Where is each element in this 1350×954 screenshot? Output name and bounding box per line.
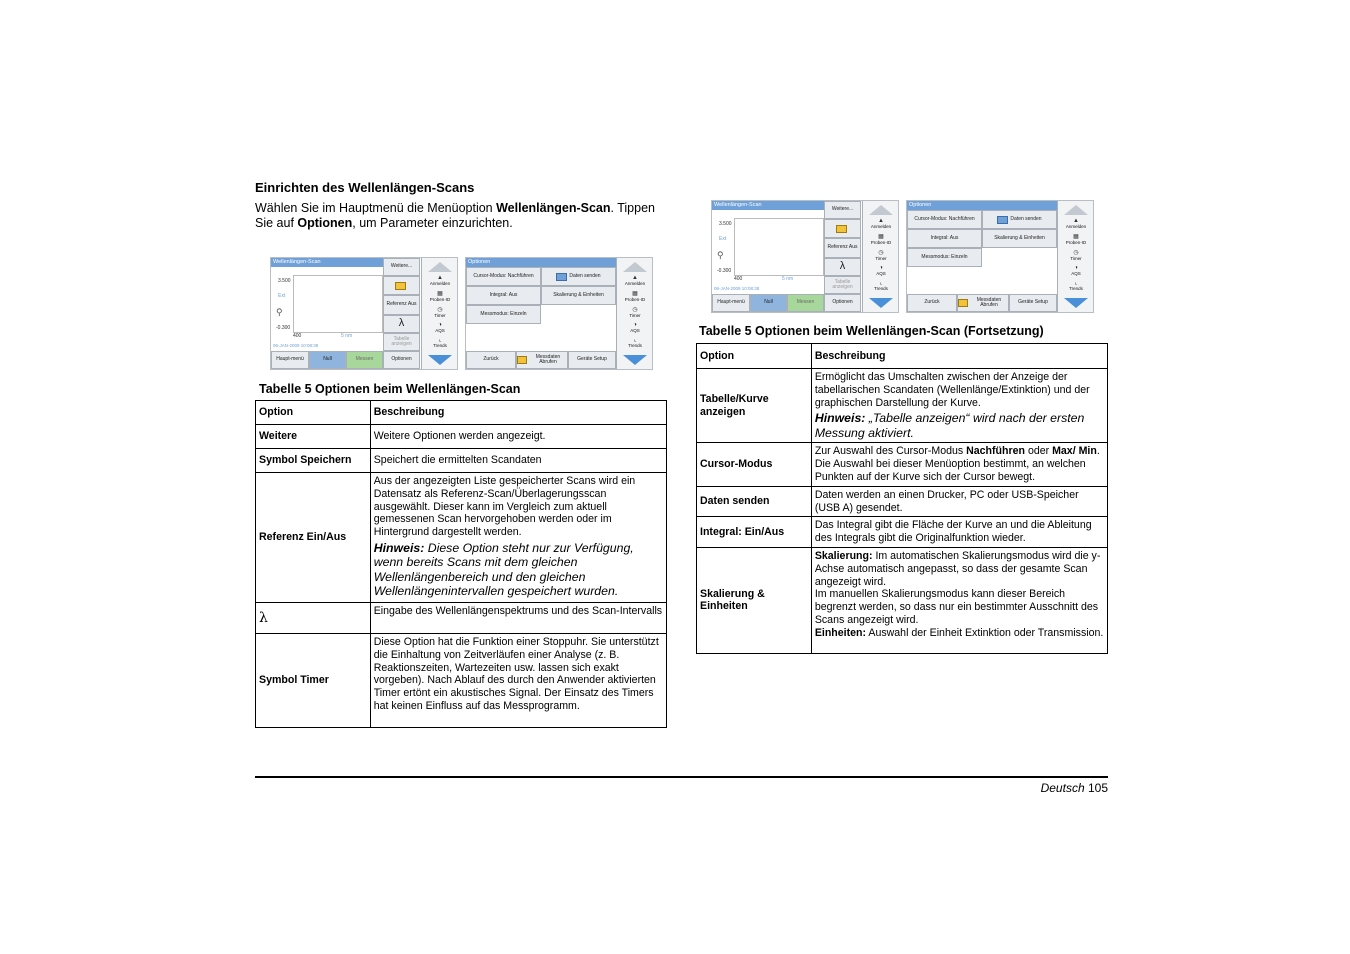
sidebar	[1057, 201, 1093, 312]
cursor-mode-button[interactable]: Cursor-Modus: Nachführen	[466, 267, 541, 286]
sidebar	[616, 258, 652, 369]
scan-screen-1: Wellenlängen-Scan 3.500 Ext ⚲ -0.300 400 5 nm 06-JAN-2009 10:08:38 Weitere... Referenz Aus λ Tabelle anzeigen Haupt-menü Null Messen Optionen ▲ Anmelden ▦ Proben-ID ◷ Timer ◑ AQS ⌞ Trends	[270, 257, 458, 370]
section-title: Einrichten des Wellenlängen-Scans	[255, 180, 475, 195]
table-row: Weitere Weitere Optionen werden angezeigt.	[256, 425, 667, 449]
null-button[interactable]: Null	[309, 351, 346, 369]
timer-item[interactable]: ◷ Timer	[434, 307, 446, 318]
timer-item[interactable]: ◷ Timer	[1070, 250, 1082, 261]
messdaten-button[interactable]: Messdaten Abrufen	[957, 294, 1009, 312]
scan-header: Wellenlängen-Scan	[271, 258, 383, 267]
intro-paragraph: Wählen Sie im Hauptmenü die Menüoption Wellenlängen-Scan. Tippen Sie auf Optionen, um Parameter einzurichten.	[255, 201, 655, 230]
scroll-up-icon[interactable]	[428, 262, 452, 272]
weitere-button[interactable]: Weitere...	[824, 201, 861, 219]
options-screen-1	[465, 257, 653, 370]
save-button[interactable]	[824, 219, 861, 238]
null-button[interactable]: Null	[750, 294, 787, 312]
save-button[interactable]	[383, 276, 420, 295]
options-header: Optionen	[907, 201, 1057, 210]
scan-header: Wellenlängen-Scan	[712, 201, 824, 210]
aqs-item[interactable]: ◑ AQS	[435, 322, 445, 333]
scroll-down-icon[interactable]	[869, 298, 893, 308]
note: Hinweis: Diese Option steht nur zur Verfügung, wenn bereits Scans mit dem gleichen Wellenlängenbereich und den gleichen Wellenlängenintervallen gespeichert wurden.	[373, 540, 634, 599]
aqs-item[interactable]: ◑ AQS	[630, 322, 640, 333]
sidebar	[862, 201, 898, 312]
integral-button[interactable]: Integral: Aus	[907, 229, 982, 248]
integral-button[interactable]: Integral: Aus	[466, 286, 541, 305]
aqs-item[interactable]: ◑ AQS	[876, 265, 886, 276]
table-row: Cursor-Modus Zur Auswahl des Cursor-Modus Nachführen oder Max/ Min. Die Auswahl bei dieser Menüoption bestimmt, an welchen Punkten auf der Kurve sich der Cursor bewegt.	[697, 443, 1108, 486]
skalierung-button[interactable]: Skalierung & Einheiten	[541, 286, 616, 305]
footer-rule	[255, 776, 1108, 778]
timer-item[interactable]: ◷ Timer	[875, 250, 887, 261]
scroll-up-icon[interactable]	[869, 205, 893, 215]
referenz-button[interactable]: Referenz Aus	[383, 295, 420, 315]
options-screen-2	[906, 200, 1094, 313]
trends-item[interactable]: ⌞ Trends	[628, 337, 642, 348]
anmelden-item[interactable]: ▲ Anmelden	[870, 218, 892, 229]
folder-icon	[517, 356, 527, 364]
scan-plot	[734, 218, 824, 276]
proben-id-item[interactable]: ▦ Proben-ID	[870, 234, 892, 245]
options-table-continued	[696, 343, 1108, 654]
messdaten-button[interactable]: Messdaten Abrufen	[516, 351, 568, 369]
geraete-setup-button[interactable]: Geräte Setup	[568, 351, 616, 369]
trends-item[interactable]: ⌞ Trends	[1069, 280, 1083, 291]
referenz-button[interactable]: Referenz Aus	[824, 238, 861, 258]
lambda-symbol: λ	[256, 603, 371, 634]
skalierung-button[interactable]: Skalierung & Einheiten	[982, 229, 1057, 248]
proben-id-item[interactable]: ▦ Proben-ID	[1065, 234, 1087, 245]
proben-id-item[interactable]: ▦ Proben-ID	[624, 291, 646, 302]
page-footer: Deutsch 105	[1040, 781, 1108, 795]
scroll-down-icon[interactable]	[1064, 298, 1088, 308]
table-row: Symbol Speichern Speichert die ermittelten Scandaten	[256, 449, 667, 473]
folder-icon	[958, 299, 968, 307]
table-header-row	[697, 344, 1108, 369]
cursor-mode-button[interactable]: Cursor-Modus: Nachführen	[907, 210, 982, 229]
weitere-button[interactable]: Weitere...	[383, 258, 420, 276]
zoom-icon[interactable]: ⚲	[276, 307, 283, 317]
send-icon	[997, 216, 1008, 224]
sidebar	[421, 258, 457, 369]
messmodus-button[interactable]: Messmodus: Einzeln	[466, 305, 541, 324]
note: Hinweis: „Tabelle anzeigen“ wird nach der ersten Messung aktiviert.	[814, 411, 1085, 440]
table-caption: Tabelle 5 Optionen beim Wellenlängen-Scan (Fortsetzung)	[699, 324, 1044, 338]
lambda-button[interactable]: λ	[383, 315, 420, 333]
save-icon	[836, 225, 847, 233]
geraete-setup-button[interactable]: Geräte Setup	[1009, 294, 1057, 312]
table-row: Skalierung & Einheiten Skalierung: Im automatischen Skalierungsmodus wird die y-Achse automatisch angepasst, so dass der gesamte Scan angezeigt wird. Im manuellen Skalierungsmodus kann dieser Bereich begrenzt werden, so dass nur ein bestimmter Ausschnitt des Scans angezeigt wird. Einheiten: Auswahl der Einheit Extinktion oder Transmission.	[697, 547, 1108, 653]
zurueck-button[interactable]: Zurück	[907, 294, 957, 312]
scroll-up-icon[interactable]	[623, 262, 647, 272]
messen-button[interactable]: Messen	[346, 351, 383, 369]
optionen-button[interactable]: Optionen	[383, 351, 420, 369]
column-header-description: Beschreibung	[811, 344, 1107, 369]
column-header-option: Option	[256, 401, 371, 425]
table-row: Referenz Ein/Aus Aus der angezeigten Liste gespeicherter Scans wird ein Datensatz als Referenz-Scan/Überlagerungsscan ausgewählt. Dieser kann im Vergleich zum aktuell gemessenen Scan hervorgehoben werden oder im Hintergrund dargestellt werden. Hinweis: Diese Option steht nur zur Verfügung, wenn bereits Scans mit dem gleichen Wellenlängenbereich und den gleichen Wellenlängenintervallen gespeichert wurden.	[256, 473, 667, 603]
options-header: Optionen	[466, 258, 616, 267]
daten-senden-button[interactable]: Daten senden	[982, 210, 1057, 229]
hauptmenu-button[interactable]: Haupt-menü	[271, 351, 309, 369]
daten-senden-button[interactable]: Daten senden	[541, 267, 616, 286]
scan-screen-2: Wellenlängen-Scan 3.500 Ext ⚲ -0.300 400 5 nm 06-JAN-2009 10:08:38 Weitere... Referenz Aus λ Tabelle anzeigen Haupt-menü Null Messen Optionen ▲ Anmelden ▦ Proben-ID ◷ Timer ◑ AQS ⌞ Trends	[711, 200, 899, 313]
aqs-item[interactable]: ◑ AQS	[1071, 265, 1081, 276]
column-header-description: Beschreibung	[370, 401, 666, 425]
page-number: 105	[1087, 781, 1108, 795]
anmelden-item[interactable]: ▲ Anmelden	[429, 275, 451, 286]
table-caption: Tabelle 5 Optionen beim Wellenlängen-Scan	[259, 382, 521, 396]
anmelden-item[interactable]: ▲ Anmelden	[624, 275, 646, 286]
tabelle-button[interactable]: Tabelle anzeigen	[824, 276, 861, 294]
table-row: λ Eingabe des Wellenlängenspektrums und des Scan-Intervalls	[256, 603, 667, 634]
tabelle-button[interactable]: Tabelle anzeigen	[383, 333, 420, 351]
anmelden-item[interactable]: ▲ Anmelden	[1065, 218, 1087, 229]
table-row: Integral: Ein/Aus Das Integral gibt die Fläche der Kurve an und die Ableitung des Integrals gibt die Originalfunktion wieder.	[697, 517, 1108, 548]
hauptmenu-button[interactable]: Haupt-menü	[712, 294, 750, 312]
scan-plot	[293, 275, 383, 333]
scroll-down-icon[interactable]	[428, 355, 452, 365]
table-header-row	[256, 401, 667, 425]
send-icon	[556, 273, 567, 281]
save-icon	[395, 282, 406, 290]
options-table	[255, 400, 667, 728]
messmodus-button[interactable]: Messmodus: Einzeln	[907, 248, 982, 267]
trends-item[interactable]: ⌞ Trends	[874, 280, 888, 291]
scroll-up-icon[interactable]	[1064, 205, 1088, 215]
zoom-icon[interactable]: ⚲	[717, 250, 724, 260]
table-row: Tabelle/Kurve anzeigen Ermöglicht das Umschalten zwischen der Anzeige der tabellarischen Scandaten (Wellenlänge/Extinktion) und der graphischen Darstellung der Kurve. Hinweis: „Tabelle anzeigen“ wird nach der ersten Messung aktiviert.	[697, 369, 1108, 443]
lambda-button[interactable]: λ	[824, 258, 861, 276]
table-row: Symbol Timer Diese Option hat die Funktion einer Stoppuhr. Sie unterstützt die Einhaltung von Zeitverläufen einer Analyse (z. B. Reaktionszeiten, Wartezeiten usw. lassen sich exakt vorgeben). Nach Ablauf des durch den Anwender aktivierten Timer ertönt ein akustisches Signal. Der Einsatz des Timers hat keinen Einfluss auf das Messprogramm.	[256, 634, 667, 728]
messen-button[interactable]: Messen	[787, 294, 824, 312]
proben-id-item[interactable]: ▦ Proben-ID	[429, 291, 451, 302]
scroll-down-icon[interactable]	[623, 355, 647, 365]
timer-item[interactable]: ◷ Timer	[629, 307, 641, 318]
trends-item[interactable]: ⌞ Trends	[433, 337, 447, 348]
zurueck-button[interactable]: Zurück	[466, 351, 516, 369]
optionen-button[interactable]: Optionen	[824, 294, 861, 312]
column-header-option: Option	[697, 344, 812, 369]
table-row: Daten senden Daten werden an einen Drucker, PC oder USB-Speicher (USB A) gesendet.	[697, 486, 1108, 517]
